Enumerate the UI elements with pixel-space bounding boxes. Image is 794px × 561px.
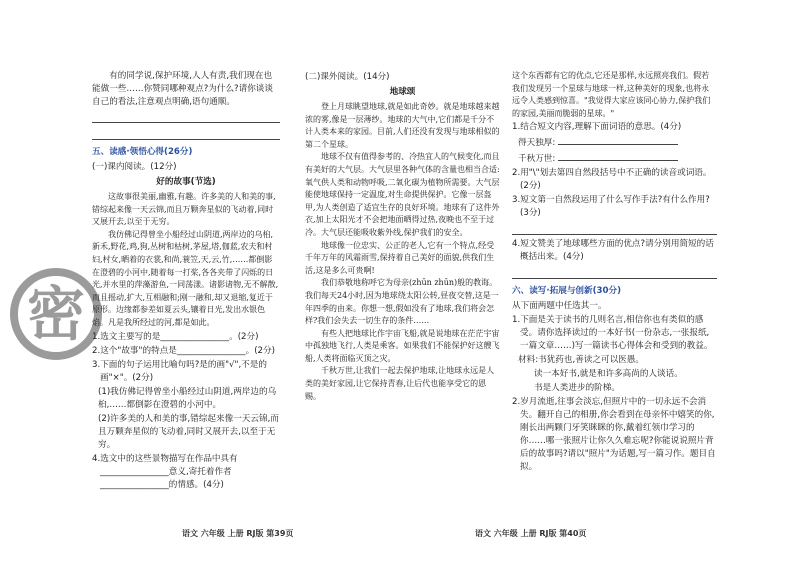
story-paragraph-1: 这故事很美丽,幽雅,有趣。许多美的人和美的事,错综起来像一天云锦,而且万颗奔星似的飞动着,同时又展开去,以至于无穷。 bbox=[92, 192, 276, 227]
column-2 bbox=[305, 70, 500, 403]
story-paragraph-2: 我仿佛记得曾坐小船经过山阴道,两岸边的乌桕,新禾,野花,鸡,狗,丛树和枯树,茅屋,塔,伽蓝,农夫和村妇,村女,晒着的衣裳,和尚,蓑笠,天,云,竹,……都倒影在澄碧的小河中,随着每一打桨,各各夹带了闪烁的日光,并水里的萍藻游鱼,一同荡漾。诸影诸物,无不解散,而且摇动,扩大,互相融和;刚一融和,却又退缩,复近于原形。边缘都参差如夏云头,镶着日光,发出水银色焰。凡是我所经过的河,都是如此。 bbox=[92, 229, 279, 327]
sub-heading-2: (二)课外阅读。(14分) bbox=[305, 72, 390, 82]
topic-1-material-1: 材料:书犹药也,善读之可以医愚。 bbox=[518, 355, 644, 366]
question-2: 2.这个"故事"的特点是________________。(2分) bbox=[92, 345, 275, 356]
question-1: 1.选文主要写的是________________。(2分) bbox=[92, 331, 259, 342]
question-3-option-2: (2)许多美的人和美的事,错综起来像一天云锦,而且万颗奔星似的飞动着,同时又展开去,以至于无穷。 bbox=[98, 413, 279, 450]
question-3-option-1: (1)我仿佛记得曾坐小船经过山阴道,两岸边的乌桕,……都倒影在澄碧的小河中。 bbox=[98, 386, 277, 410]
answer-blank[interactable] bbox=[558, 135, 678, 145]
topic-1-material-2: 读一本好书,就是和许多高尚的人谈话。 bbox=[534, 369, 683, 380]
passage-title: 地球颂 bbox=[389, 87, 416, 97]
answer-line[interactable] bbox=[92, 109, 280, 123]
answer-line[interactable] bbox=[92, 126, 280, 140]
passage-paragraph-5: 有些人把地球比作宇宙飞船,就是说地球在茫茫宇宙中孤独地飞行,人类是乘客。如果我们不能保护好这艘飞船,人类将面临灭顶之灾。 bbox=[305, 328, 500, 363]
column-3 bbox=[512, 70, 717, 475]
term-label: 千秋万世: bbox=[518, 154, 556, 165]
question-4: 4.短文赞美了地球哪些方面的优点?请分别用简短的话概括出来。(4分) bbox=[512, 239, 714, 263]
topic-1: 1.下面是关于读书的几则名言,相信你也有类似的感受。请你选择读过的一本好书(一份杂志,一张报纸,一篇文章……)写一篇读书心得体会和受到的教益。 bbox=[512, 315, 713, 352]
story-title: 好的故事(节选) bbox=[156, 177, 216, 187]
topic-2: 2.岁月流逝,往事会淡忘,但照片中的一切永远不会消失。翻开自己的相册,你会看到在母亲怀中嬉笑的你,刚长出两颗门牙笑眯眯的你,戴着红领巾学习的你……哪一张照片让你久久难忘呢?你能说说照片背后的故事吗?请以"照片"为话题,写一篇习作。题目自拟。 bbox=[512, 397, 716, 473]
page-footer-right: 语文 六年级 上册 RJ版 第40页 bbox=[475, 529, 587, 538]
section-5-title: 五、读感·领悟心得(26分) bbox=[92, 147, 193, 157]
section-6-title: 六、读写·拓展与创新(30分) bbox=[512, 286, 622, 297]
question-3: 3.短文第一自然段运用了什么写作手法?有什么作用?(3分) bbox=[512, 195, 710, 219]
term-label: 得天独厚: bbox=[518, 138, 556, 149]
question-4: 4.选文中的这些景物描写在作品中具有________________意义,寄托着作者________________的情感。(4分) bbox=[92, 453, 238, 490]
answer-blank[interactable] bbox=[558, 151, 678, 161]
page-footer-left: 语文 六年级 上册 RJ版 第39页 bbox=[182, 529, 294, 538]
question-3: 3.下面的句子运用比喻句吗?是的画"√",不是的画"×"。(2分) bbox=[92, 359, 267, 383]
sub-heading-1: (一)课内阅读。(12分) bbox=[92, 162, 177, 172]
passage-paragraph-6: 千秋万世,让我们一起去保护地球,让地球永远是人类的美好家园,让它保持青春,让后代也能享受它的恩赐。 bbox=[305, 366, 495, 401]
answer-line[interactable] bbox=[512, 221, 717, 235]
topic-1-material-3: 书是人类进步的阶梯。 bbox=[534, 383, 620, 394]
choose-instruction: 从下面两题中任选其一。 bbox=[512, 301, 607, 312]
question-1: 1.结合短文内容,理解下面词语的意思。(4分) bbox=[512, 122, 682, 133]
passage-paragraph-1: 登上月球眺望地球,就是如此奇妙。就是地球越来越浓的雾,像是一层薄纱。地球的大气中,它们都是千分不计人类本来的家园。目前,人们还没有发现与地球相似的第二个星球。 bbox=[305, 102, 500, 149]
answer-line[interactable] bbox=[512, 265, 717, 279]
passage-paragraph-2: 地球不仅有值得参考的、冷热宜人的气候变化,而且有美好的大气层。大气层里各种气体的含量也相当合适:氧气供人类和动物呼吸,二氧化碳为植物所需要。大气层能使地球保持一定温度,对生命提供保护。它像一层盔甲,为人类创造了适宜生存的良好环境。地球有了这件外衣,加上太阳光才不会把地面晒得过热,夜晚也不至于过冷。大气层还能吸收紫外线,保护我们的安全。 bbox=[305, 152, 500, 237]
passage-continued: 这个东西都有它的优点,它还是那样,永远照亮我们。假若我们发现另一个星球与地球一样,这种美好的现象,也将永远令人类感到惊喜。"我觉得大家应该同心协力,保护我们的家园,美丽而脆弱的星球。" bbox=[512, 71, 711, 118]
question-1-item-b bbox=[512, 151, 717, 166]
column-1 bbox=[92, 70, 280, 493]
question-1-item-a bbox=[512, 135, 717, 150]
passage-paragraph-4: 我们恭敬地称呼它为母亲(zhūn zhūn)般的教诲。我们每天24小时,因为地球绕太阳公转,昼夜交替,这是一年四季的由来。你想一想,假如没有了地球,我们将会怎样?我们会失去一切生存的条件…… bbox=[305, 278, 499, 326]
question-2: 2.用"\"划去第四自然段括号中不正确的读音或词语。(2分) bbox=[512, 168, 712, 192]
watermark-stamp: 密 bbox=[10, 268, 102, 360]
intro-text: 有的同学说,保护环境,人人有责,我们现在也能做一些……你赞同哪种观点?为什么?请你谈谈自己的看法,注意观点明确,语句通顺。 bbox=[92, 71, 273, 107]
passage-paragraph-3: 地球像一位忠实、公正的老人,它有一个特点,经受千年万年的风霜雨雪,保持着自己美好的面貌,供我们生活,这是多么可贵啊! bbox=[305, 240, 495, 275]
